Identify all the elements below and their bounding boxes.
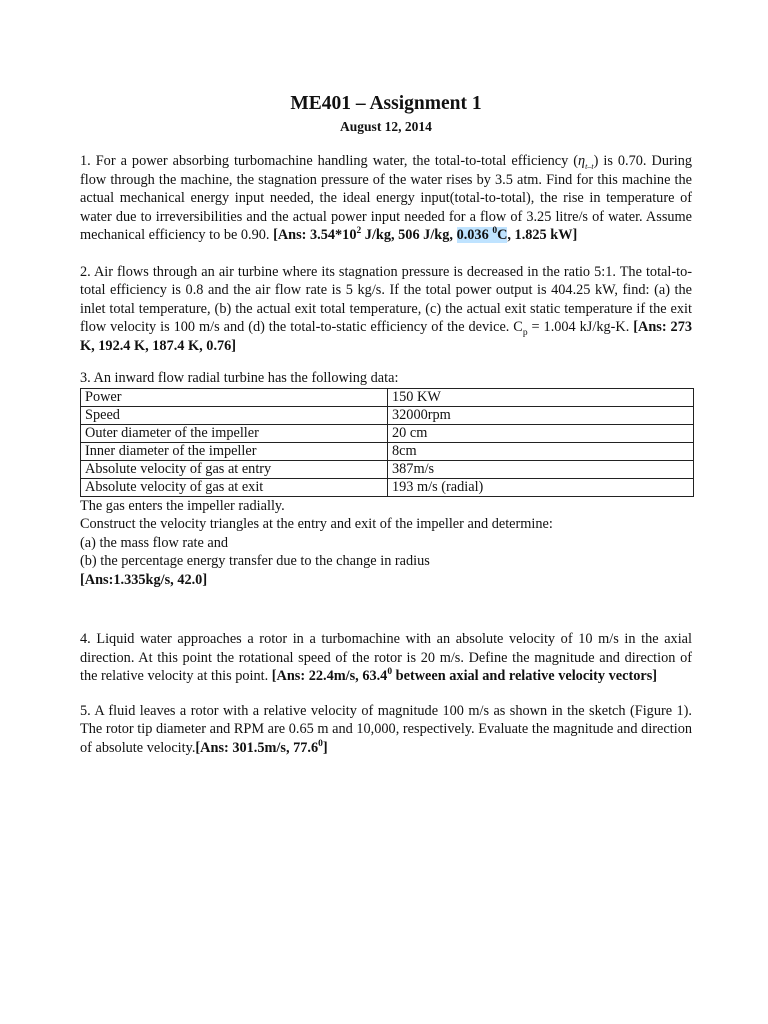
question-5-answer: [Ans: 301.5m/s, 77.6$^0$] (195, 738, 328, 756)
table-cell-value: 8cm (388, 442, 694, 460)
table-cell-label: Absolute velocity of gas at exit (81, 478, 388, 496)
table-cell-value: 32000rpm (388, 406, 694, 424)
question-3-line: (b) the percentage energy transfer due to the change in radius (80, 553, 430, 569)
question-3-intro: 3. An inward flow radial turbine has the following data: (80, 370, 399, 386)
table-cell-value: 387m/s (388, 460, 694, 478)
question-1-answer: [Ans: $3.54*10^2$ J/kg, 506 J/kg, 0.036 $^0$C, 1.825 kW] (273, 226, 578, 243)
table-row (81, 406, 694, 424)
highlighted-answer: 0.036 $^0$C (456, 226, 508, 243)
table-cell-value: 150 KW (388, 388, 694, 406)
question-3-line: (a) the mass flow rate and (80, 534, 229, 551)
question-3 (80, 369, 692, 589)
document-page (80, 92, 692, 757)
table-cell-label: Inner diameter of the impeller (81, 442, 388, 460)
question-3-answer: [Ans:1.335kg/s, 42.0] (80, 571, 208, 588)
question-2-answer: [Ans: 273 K, 192.4 K, 187.4 K, 0.76] (80, 319, 693, 354)
table-cell-value: 193 m/s (radial) (388, 478, 694, 496)
document-date: August 12, 2014 (340, 119, 432, 134)
table-row (81, 442, 694, 460)
table-cell-label: Outer diameter of the impeller (81, 424, 388, 442)
table-cell-label: Power (81, 388, 388, 406)
table-cell-label: Absolute velocity of gas at entry (81, 460, 388, 478)
table-cell-label: Speed (81, 406, 388, 424)
question-2: 2. Air flows through an air turbine where its stagnation pressure is decreased in the ratio 5:1. The total-to-total efficiency is 0.8 and the air flow rate is 5 kg/s. If the total power output is 404.25 kW, find: (a) the inlet total temperature, (b) the actual exit total temperature, (c) the actual exit static temperature if the exit flow velocity is 100 m/s and (d) the total-to-static efficiency of the device. $C_p = 1.004$ kJ/kg-K. [Ans: 273 K, 192.4 K, 187.4 K, 0.76] (80, 263, 693, 354)
document-title: ME401 – Assignment 1 (290, 93, 482, 114)
question-3-line: Construct the velocity triangles at the entry and exit of the impeller and determine: (80, 516, 553, 532)
question-4-answer: [Ans: 22.4m/s, 63.4$^0$ between axial and relative velocity vectors] (271, 667, 658, 684)
table-row (81, 388, 694, 406)
table-cell-value: 20 cm (388, 424, 694, 442)
question-4: 4. Liquid water approaches a rotor in a turbomachine with an absolute velocity of 10 m/s in the axial direction. At this point the rotational speed of the rotor is 20 m/s. Define the magnitude and direction of the relative velocity at this point. [Ans: 22.4m/s, 63.4$^0$ between axial and relative velocity vectors] (80, 631, 692, 684)
question-3-line: The gas enters the impeller radially. (80, 497, 285, 514)
turbine-data-table (80, 388, 694, 497)
eta-symbol: $\eta_{t-t}$ (578, 153, 594, 171)
question-5: 5. A fluid leaves a rotor with a relative velocity of magnitude 100 m/s as shown in the sketch (Figure 1). The rotor tip diameter and RPM are 0.65 m and 10,000, respectively. Evaluate the magnitude and direction of absolute velocity.[Ans: 301.5m/s, 77.6$^0$] (80, 702, 692, 756)
table-row (81, 460, 694, 478)
table-row (81, 478, 694, 496)
table-row (81, 424, 694, 442)
question-1: 1. For a power absorbing turbomachine handling water, the total-to-total efficiency $(\eta_{t-t})$ is 0.70. During flow through the machine, the stagnation pressure of the water rises by 3.5 atm. Find for this machine the actual mechanical energy input needed, the ideal energy input(total-to-total), the rise in temperature of water due to irreversibilities and the actual power input needed for a flow of 3.25 litre/s of water. Assume mechanical efficiency to be 0.90. [Ans: $3.54*10^2$ J/kg, 506 J/kg, 0.036 $^0$C, 1.825 kW] (80, 153, 692, 243)
